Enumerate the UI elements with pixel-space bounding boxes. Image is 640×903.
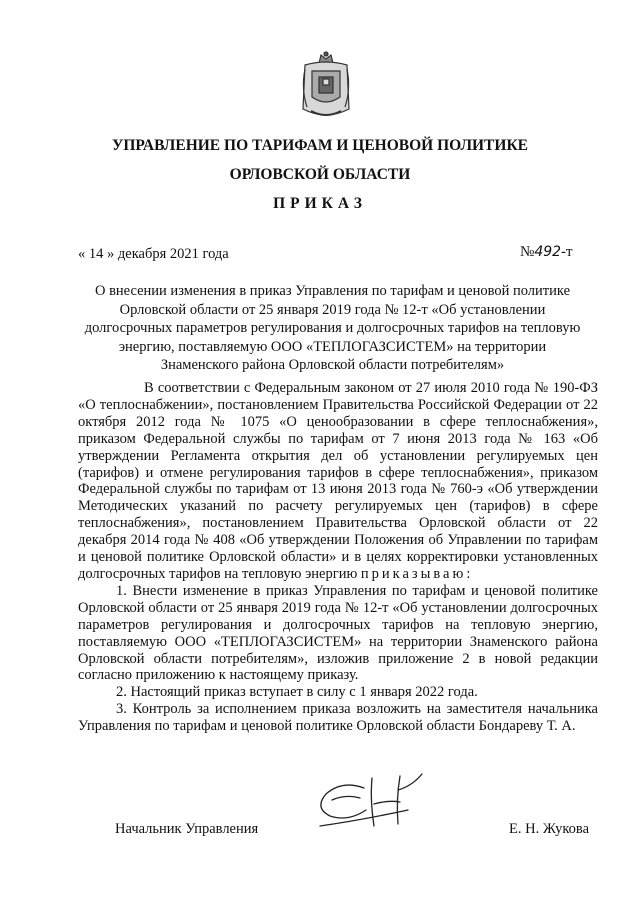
order-date: « 14 » декабря 2021 года [78, 246, 229, 262]
order-item-3: 3. Контроль за исполнением приказа возложить на заместителя начальника Управления по тарифам и ценовой политике Орловской области Бондареву Т. А. [78, 701, 598, 735]
order-number [520, 244, 573, 261]
decree-word: приказываю: [360, 565, 474, 582]
issuer-name-line1: УПРАВЛЕНИЕ ПО ТАРИФАМ И ЦЕНОВОЙ ПОЛИТИКЕ [111, 137, 529, 154]
coat-of-arms-emblem [299, 49, 353, 123]
document-type: ПРИКАЗ [273, 195, 367, 212]
order-item-2: 2. Настоящий приказ вступает в силу с 1 января 2022 года. [116, 684, 478, 701]
number-handwritten: 492 [534, 244, 562, 260]
subject-line: долгосрочных параметров регулирования и долгосрочных тарифов на тепловую [84, 320, 581, 337]
preamble-paragraph [78, 380, 598, 583]
signatory-position: Начальник Управления [115, 821, 259, 837]
number-prefix: № [520, 244, 535, 260]
order-subject [60, 282, 605, 375]
number-suffix: -т [561, 244, 573, 260]
preamble-text: В соответствии с Федеральным законом от 27 июля 2010 года № 190-ФЗ «О теплоснабжении», постановлением Правительства Российской Федерации от 22 октября 2012 года № 1075 «О ценообразовании в сфере теплоснабжения», приказом Федеральной службы по тарифам от 7 июня 2013 года № 163 «Об утверждении Регламента открытия дел об установлении регулируемых цен (тарифов) и отмене регулирования тарифов в сфере теплоснабжения», приказом Федеральной службы по тарифам от 13 июня 2013 года № 760-э «Об утверждении Методических указаний по расчету регулируемых цен (тарифов) в сфере теплоснабжения», постановлением Правительства Орловской области от 22 декабря 2014 года № 408 «Об утверждении Положения об Управлении по тарифам и ценовой политике Орловской области» и в целях корректировки установленных долгосрочных тарифов на тепловую энергию [78, 380, 598, 582]
handwritten-signature [312, 770, 427, 835]
signatory-name: Е. Н. Жукова [509, 821, 590, 837]
order-body [78, 380, 598, 735]
subject-line: энергию, поставляемую ООО «ТЕПЛОГАЗСИСТЕМ» на территории [118, 338, 547, 355]
issuer-name-line2: ОРЛОВСКОЙ ОБЛАСТИ [229, 166, 411, 183]
subject-line: О внесении изменения в приказ Управления по тарифам и ценовой политике [94, 283, 571, 299]
order-item-1: 1. Внести изменение в приказ Управления по тарифам и ценовой политике Орловской области от 25 января 2019 года № 12-т «Об установлении долгосрочных параметров регулирования и долгосрочных тарифов на тепловую энергию, поставляемую ООО «ТЕПЛОГАЗСИСТЕМ» на территории Знаменского района Орловской области потребителям», изложив приложение 2 в новой редакции согласно приложению к настоящему приказу. [78, 582, 598, 684]
subject-line: Орловской области от 25 января 2019 года № 12-т «Об установлении [119, 301, 546, 318]
subject-line: Знаменского района Орловской области потребителям» [160, 357, 505, 374]
